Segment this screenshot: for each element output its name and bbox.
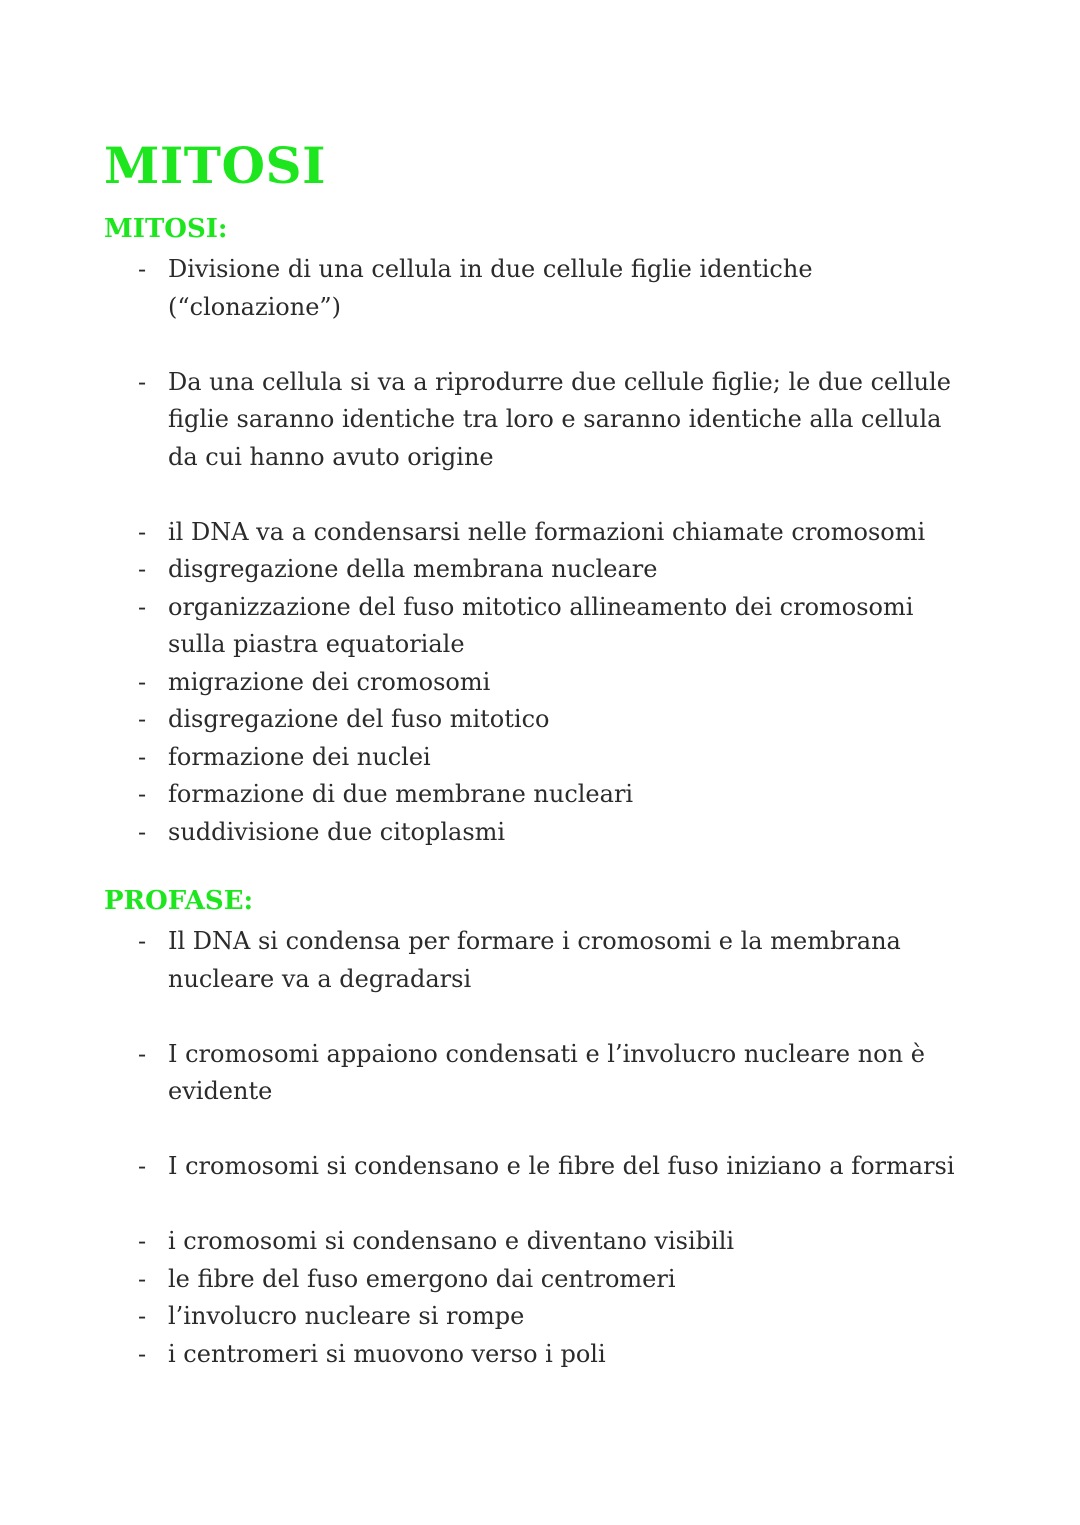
list-item: - disgregazione della membrana nucleare [0,551,1080,589]
list-item: - I cromosomi si condensano e le fibre del fuso iniziano a formarsi [0,1148,1080,1186]
list-item: - i centromeri si muovono verso i poli [0,1336,1080,1374]
bullet-dash: - [138,1227,147,1255]
bullet-dash: - [138,1339,147,1368]
list-item: - Il DNA si condensa per formare i cromosomi e la membrana nucleare va a degradarsi [0,923,1080,998]
list-item: - organizzazione del fuso mitotico allineamento dei cromosomi sulla piastra equatoriale [0,589,1080,664]
bullet-dash: - [138,667,147,696]
bullet-dash: - [138,592,147,621]
bullet-dash: - [138,517,147,546]
section-heading-profase: PROFASE: [104,886,254,916]
list-item: - disgregazione del fuso mitotico [0,701,1080,739]
bullet-dash: - [138,1264,147,1293]
bullet-dash: - [138,705,147,733]
list-item: - le fibre del fuso emergono dai centromeri [0,1261,1080,1299]
bullet-dash: - [138,742,147,771]
bullet-dash: - [138,555,147,583]
list-item: - I cromosomi appaiono condensati e l’involucro nucleare non è evidente [0,1036,1080,1111]
list-item: - il DNA va a condensarsi nelle formazioni chiamate cromosomi [0,514,1080,552]
bullet-dash: - [138,1302,147,1330]
list-item: - Divisione di una cellula in due cellule figlie identiche (“clonazione”) [0,251,1080,326]
page-title: MITOSI [104,136,326,195]
list-item: - Da una cellula si va a riprodurre due cellule figlie; le due cellule figlie saranno identiche tra loro e saranno identiche alla cellula da cui hanno avuto origine [0,364,1080,477]
mitosi-list [0,251,1080,851]
list-item: - l’involucro nucleare si rompe [0,1298,1080,1336]
list-item: - i cromosomi si condensano e diventano visibili [0,1223,1080,1261]
list-item: - formazione di due membrane nucleari [0,776,1080,814]
bullet-dash: - [138,255,147,283]
bullet-dash: - [138,1039,147,1068]
bullet-dash: - [138,1152,147,1180]
list-item: - suddivisione due citoplasmi [0,814,1080,852]
section-heading-mitosi: MITOSI: [104,214,228,244]
bullet-dash: - [138,817,147,846]
profase-list [0,923,1080,1373]
bullet-dash: - [138,367,147,396]
bullet-dash: - [138,927,147,955]
list-item: - formazione dei nuclei [0,739,1080,777]
list-item: - migrazione dei cromosomi [0,664,1080,702]
bullet-dash: - [138,780,147,808]
